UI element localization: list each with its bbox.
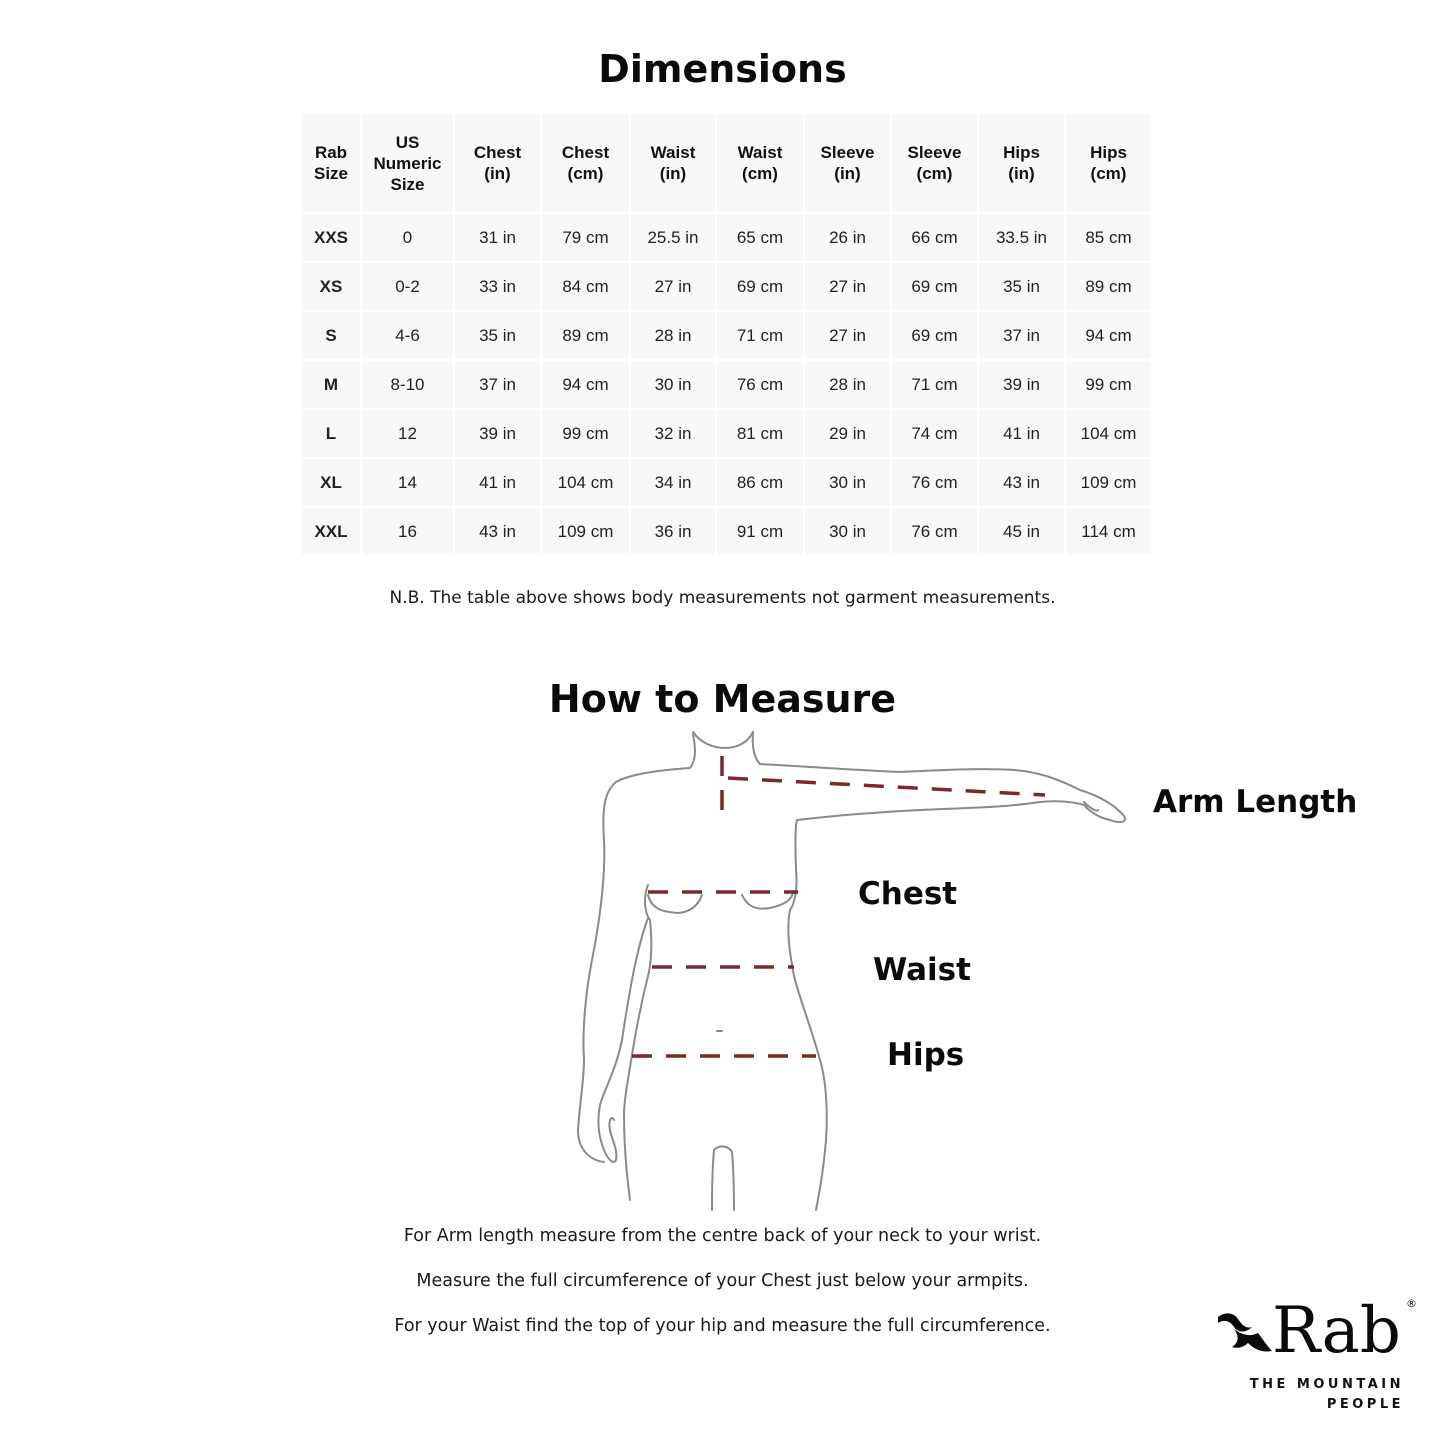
table-cell: 86 cm: [717, 459, 803, 506]
table-cell: 0-2: [362, 263, 453, 310]
arm-length-label: Arm Length: [1153, 784, 1358, 820]
table-row: [302, 410, 1151, 457]
column-header-line: Sleeve: [907, 143, 962, 162]
dimensions-title: Dimensions: [598, 47, 847, 91]
table-cell: 30 in: [805, 459, 890, 506]
table-cell: 37 in: [455, 361, 540, 408]
table-cell: 91 cm: [717, 508, 803, 555]
rab-wave-icon: [1216, 1307, 1274, 1357]
registered-mark: ®: [1406, 1297, 1417, 1310]
chest-label: Chest: [858, 876, 958, 912]
table-cell: 41 in: [455, 459, 540, 506]
table-cell: 104 cm: [542, 459, 629, 506]
table-cell: 32 in: [631, 410, 715, 457]
table-cell: 65 cm: [717, 214, 803, 261]
table-cell: 89 cm: [1066, 263, 1151, 310]
table-cell: 71 cm: [717, 312, 803, 359]
hips-label: Hips: [887, 1037, 965, 1073]
column-header: [631, 114, 715, 212]
column-header-line: Numeric: [373, 153, 442, 173]
table-cell: 109 cm: [542, 508, 629, 555]
table-cell: 85 cm: [1066, 214, 1151, 261]
table-cell: 76 cm: [717, 361, 803, 408]
table-cell: 4-6: [362, 312, 453, 359]
table-cell: 26 in: [805, 214, 890, 261]
column-header: [542, 114, 629, 212]
column-header-line: Chest: [473, 143, 522, 162]
table-note: N.B. The table above shows body measurements not garment measurements.: [389, 588, 1056, 608]
table-cell: 29 in: [805, 410, 890, 457]
column-header: [805, 114, 890, 212]
table-cell: 28 in: [805, 361, 890, 408]
table-cell: 33.5 in: [979, 214, 1064, 261]
table-cell: 25.5 in: [631, 214, 715, 261]
table-row: [302, 263, 1151, 310]
table-cell: 76 cm: [892, 459, 977, 506]
column-header-line: Hips: [1003, 143, 1040, 162]
column-header: [302, 114, 360, 212]
rab-logo: [1212, 1295, 1422, 1420]
table-body: [302, 214, 1151, 555]
column-header-line: Size: [313, 164, 349, 183]
column-header-line: (in): [834, 164, 861, 183]
column-header-line: Size: [390, 174, 425, 194]
waist-label: Waist: [873, 952, 971, 988]
column-header: [455, 114, 540, 212]
table-cell: 69 cm: [892, 263, 977, 310]
size-cell: XXL: [302, 508, 360, 555]
arm-length-line: [728, 778, 1045, 795]
table-cell: 0: [362, 214, 453, 261]
column-header: [717, 114, 803, 212]
table-cell: 99 cm: [1066, 361, 1151, 408]
instruction-chest: Measure the full circumference of your Chest just below your armpits.: [416, 1271, 1029, 1291]
table-cell: 16: [362, 508, 453, 555]
table-cell: 8-10: [362, 361, 453, 408]
table-cell: 35 in: [455, 312, 540, 359]
size-cell: L: [302, 410, 360, 457]
table-cell: 30 in: [631, 361, 715, 408]
table-cell: 27 in: [805, 263, 890, 310]
table-cell: 94 cm: [542, 361, 629, 408]
size-cell: XL: [302, 459, 360, 506]
column-header-line: Waist: [650, 143, 696, 162]
table-cell: 89 cm: [542, 312, 629, 359]
column-header-line: Waist: [737, 143, 783, 162]
size-cell: M: [302, 361, 360, 408]
size-cell: S: [302, 312, 360, 359]
table-cell: 30 in: [805, 508, 890, 555]
column-header-line: (in): [659, 164, 687, 183]
table-cell: 45 in: [979, 508, 1064, 555]
table-cell: 43 in: [979, 459, 1064, 506]
column-header: [362, 114, 453, 212]
column-header-line: US: [395, 132, 420, 152]
rab-wordmark: Rab: [1272, 1294, 1401, 1368]
table-cell: 94 cm: [1066, 312, 1151, 359]
how-to-measure-title: How to Measure: [548, 677, 897, 721]
column-header-line: Rab: [314, 143, 348, 162]
table-cell: 84 cm: [542, 263, 629, 310]
table-cell: 36 in: [631, 508, 715, 555]
table-cell: 109 cm: [1066, 459, 1151, 506]
table-cell: 39 in: [979, 361, 1064, 408]
table-cell: 41 in: [979, 410, 1064, 457]
table-cell: 37 in: [979, 312, 1064, 359]
table-cell: 39 in: [455, 410, 540, 457]
table-cell: 104 cm: [1066, 410, 1151, 457]
table-cell: 81 cm: [717, 410, 803, 457]
table-header-row: [302, 114, 1151, 212]
instruction-arm: For Arm length measure from the centre back of your neck to your wrist.: [403, 1226, 1042, 1246]
table-cell: 43 in: [455, 508, 540, 555]
column-header-line: (cm): [1090, 164, 1127, 183]
table-cell: 76 cm: [892, 508, 977, 555]
instruction-waist: For your Waist find the top of your hip and measure the full circumference.: [394, 1316, 1051, 1336]
column-header-line: Chest: [561, 143, 610, 162]
table-cell: 31 in: [455, 214, 540, 261]
column-header-line: Hips: [1090, 143, 1127, 162]
body-figure: [560, 720, 1160, 1220]
table-cell: 69 cm: [892, 312, 977, 359]
table-cell: 66 cm: [892, 214, 977, 261]
column-header-line: (in): [1008, 164, 1035, 183]
size-cell: XS: [302, 263, 360, 310]
table-cell: 71 cm: [892, 361, 977, 408]
column-header-line: (in): [484, 164, 511, 183]
table-cell: 27 in: [805, 312, 890, 359]
table-cell: 114 cm: [1066, 508, 1151, 555]
table-cell: 34 in: [631, 459, 715, 506]
table-cell: 74 cm: [892, 410, 977, 457]
logo-tagline-1: THE MOUNTAIN: [1249, 1377, 1404, 1392]
column-header: [892, 114, 977, 212]
size-cell: XXS: [302, 214, 360, 261]
table-row: [302, 312, 1151, 359]
table-cell: 35 in: [979, 263, 1064, 310]
column-header: [1066, 114, 1151, 212]
column-header-line: (cm): [567, 164, 604, 183]
logo-tagline-2: PEOPLE: [1326, 1397, 1404, 1412]
table-cell: 33 in: [455, 263, 540, 310]
table-cell: 99 cm: [542, 410, 629, 457]
table-cell: 12: [362, 410, 453, 457]
column-header-line: (cm): [742, 164, 778, 183]
table-cell: 27 in: [631, 263, 715, 310]
size-table: [300, 112, 1153, 557]
table-row: [302, 361, 1151, 408]
body-outline: [578, 732, 1125, 1210]
table-cell: 79 cm: [542, 214, 629, 261]
table-row: [302, 459, 1151, 506]
column-header-line: Sleeve: [820, 143, 875, 162]
table-cell: 28 in: [631, 312, 715, 359]
column-header: [979, 114, 1064, 212]
table-row: [302, 508, 1151, 555]
table-cell: 69 cm: [717, 263, 803, 310]
column-header-line: (cm): [916, 164, 953, 183]
table-cell: 14: [362, 459, 453, 506]
table-row: [302, 214, 1151, 261]
